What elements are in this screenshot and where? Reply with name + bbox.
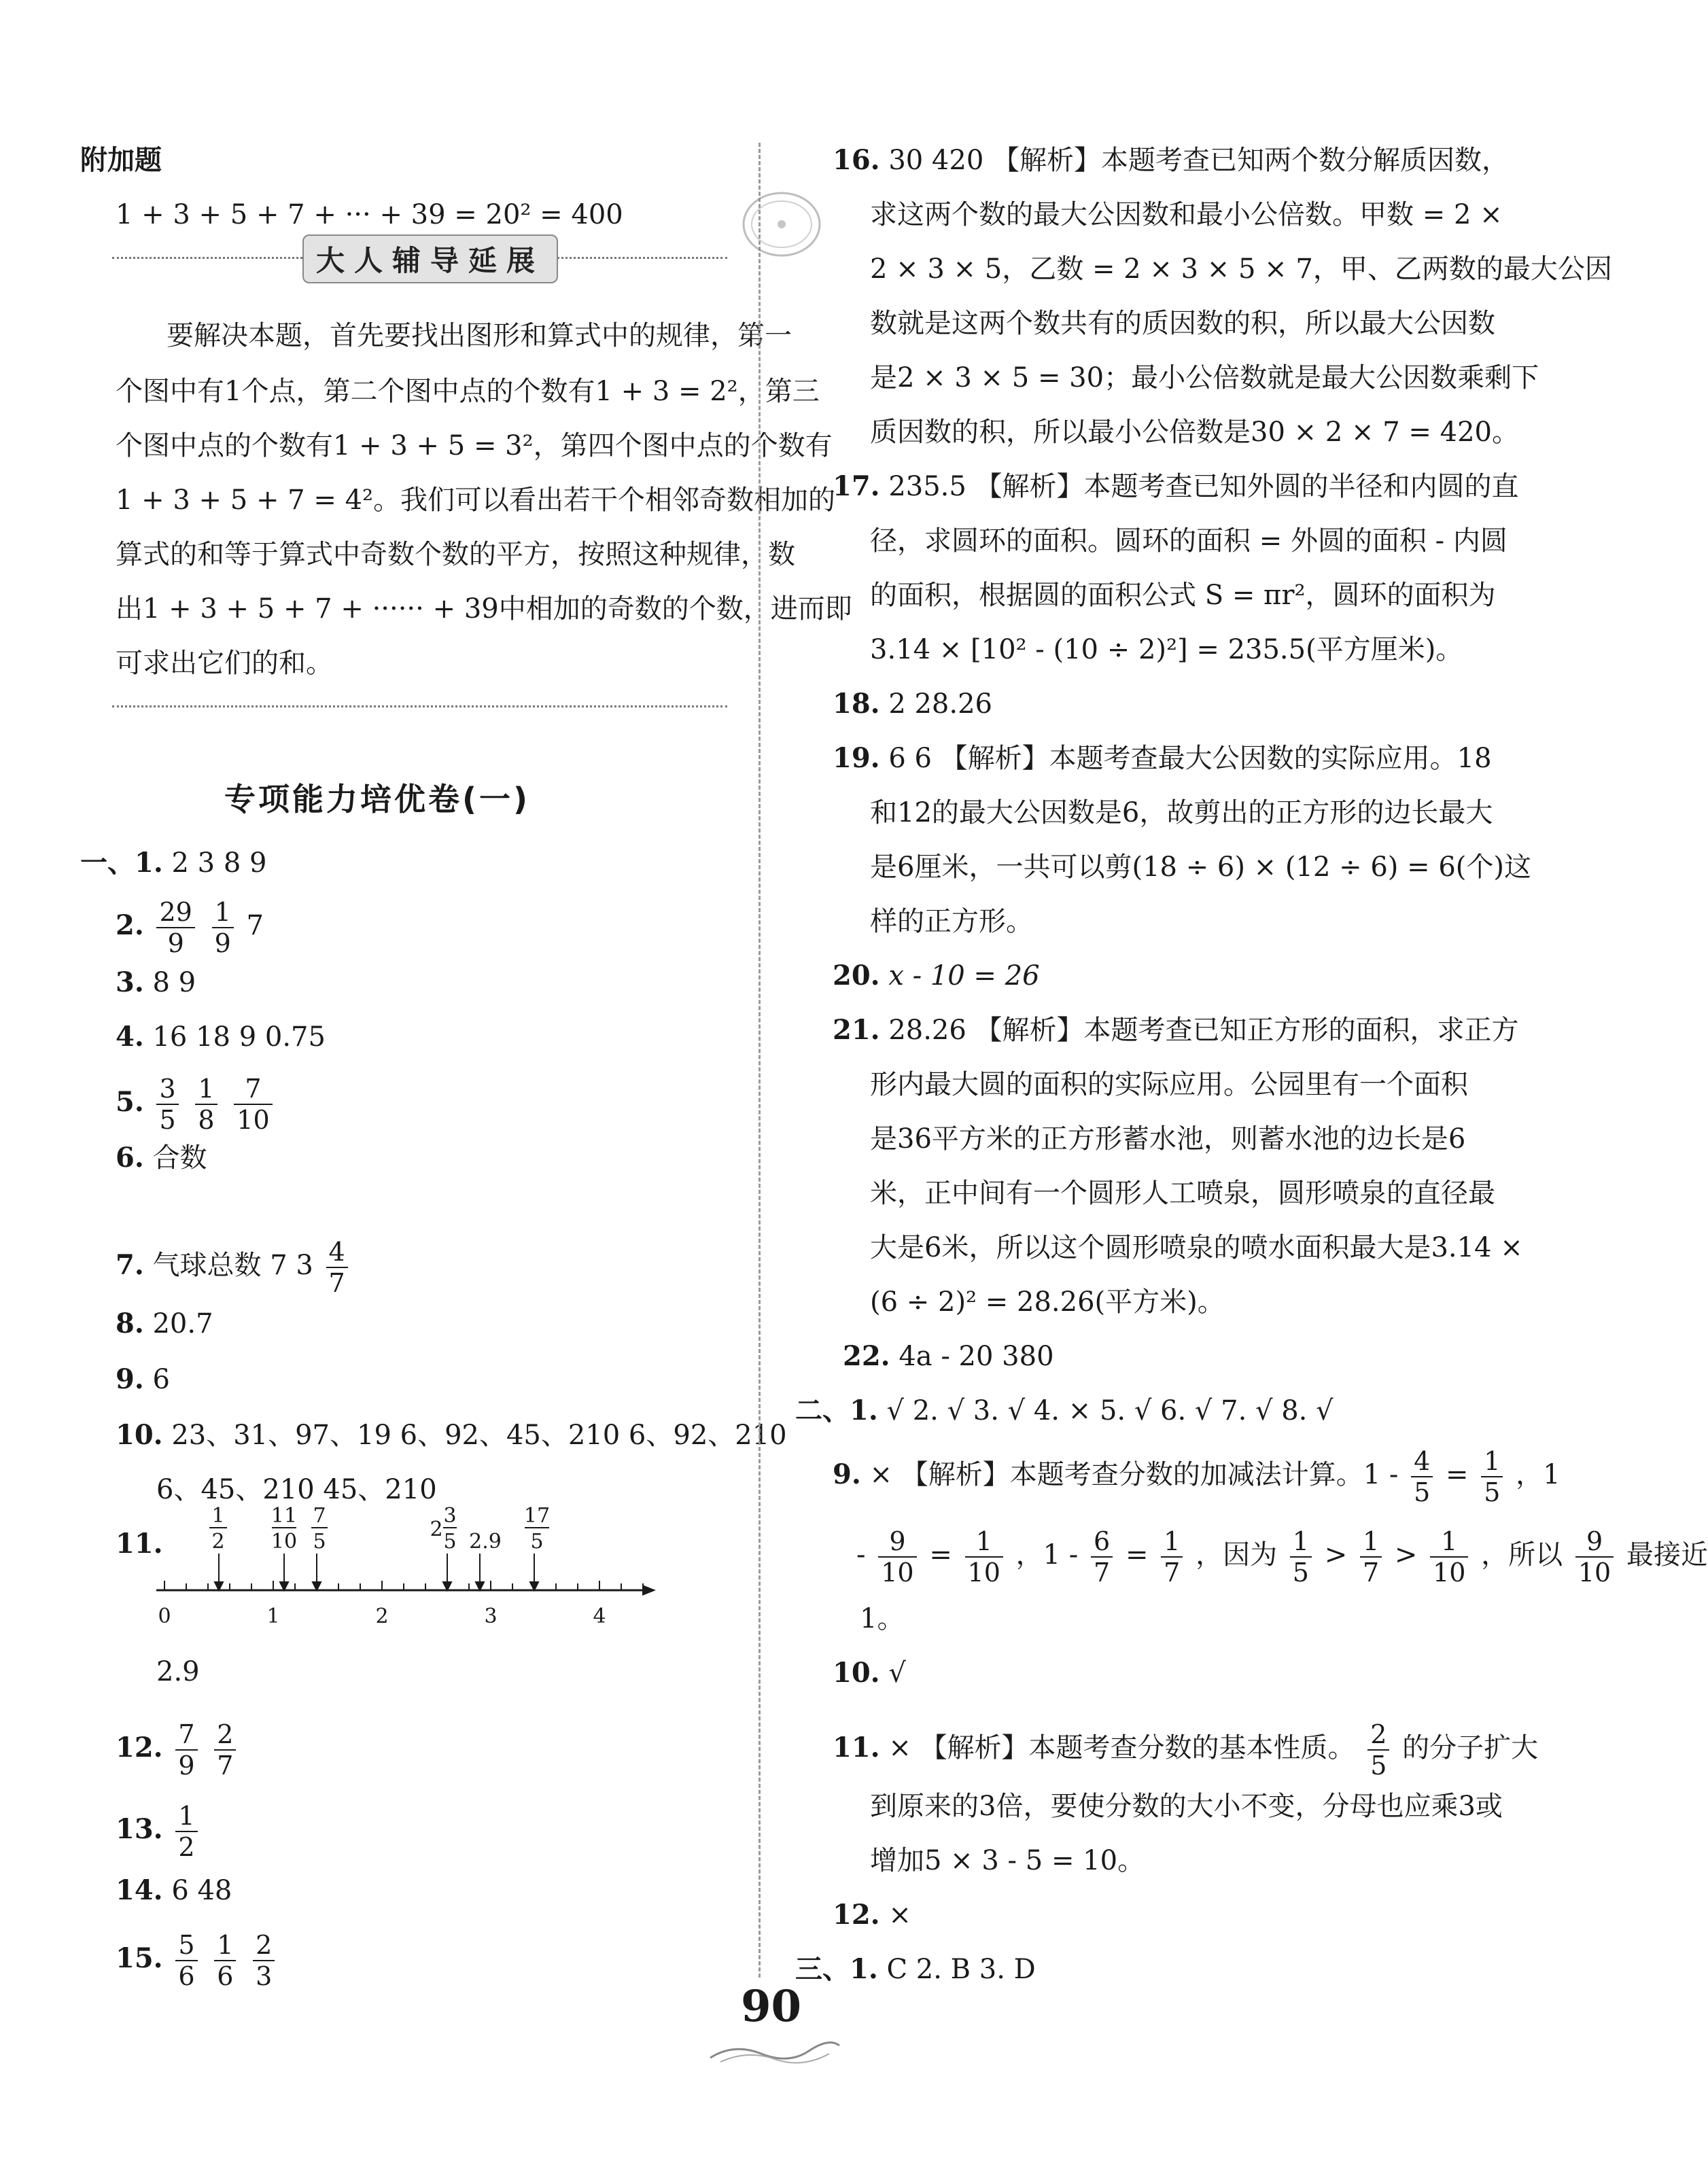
number-line-label-2-9 bbox=[469, 1530, 502, 1554]
page-wave-icon bbox=[707, 2039, 843, 2066]
column-divider bbox=[759, 143, 761, 1978]
section2-answer-10: 10. √ bbox=[833, 1657, 906, 1689]
answer-q6: 6. 合数 bbox=[116, 1142, 207, 1174]
svg-text:2.9: 2.9 bbox=[469, 1530, 502, 1554]
answer-q3: 3. 8 9 bbox=[116, 966, 196, 998]
svg-text:5: 5 bbox=[530, 1530, 544, 1554]
svg-text:2: 2 bbox=[211, 1530, 225, 1554]
answer-q12: 12. $\frac{7}{9}$ $\frac{2}{7}$ bbox=[116, 1719, 240, 1781]
answer-q11-label: 11. bbox=[116, 1528, 163, 1560]
logo-stamp-icon bbox=[734, 183, 829, 265]
number-line bbox=[150, 1495, 666, 1645]
axis-label-0: 0 bbox=[158, 1604, 171, 1628]
svg-text:17: 17 bbox=[523, 1504, 551, 1528]
answer-q13: 13. $\frac{1}{2}$ bbox=[116, 1801, 202, 1862]
answer-q2: 2. $\frac{29}{9}$ $\frac{1}{9}$ 7 bbox=[116, 897, 264, 958]
section-title: 专项能力培优卷(一) bbox=[224, 781, 531, 818]
explain-line: 可求出它们的和。 bbox=[116, 648, 333, 679]
explain-line: 要解决本题，首先要找出图形和算式中的规律，第一 bbox=[167, 320, 792, 351]
number-line-label-1-2 bbox=[209, 1504, 227, 1554]
number-line-label-17-5 bbox=[524, 1504, 550, 1554]
svg-text:11: 11 bbox=[271, 1504, 298, 1528]
explain-line: 1 + 3 + 5 + 7 = 4²。我们可以看出若干个相邻奇数相加的 bbox=[116, 485, 836, 516]
number-line-label-2-3-5 bbox=[430, 1504, 457, 1554]
answer-q4: 4. 16 18 9 0.75 bbox=[116, 1021, 326, 1053]
explain-line: 个图中有1个点，第二个图中点的个数有1 + 3 = 2²，第三 bbox=[116, 376, 820, 407]
answer-q18: 18. 2 28.26 bbox=[833, 688, 992, 720]
svg-text:5: 5 bbox=[443, 1530, 457, 1554]
number-line-label-7-5 bbox=[311, 1504, 328, 1554]
answer-q15: 15. $\frac{5}{6}$ $\frac{1}{6}$ $\frac{2}{3}$ bbox=[116, 1930, 279, 1991]
answer-q20: 20. x - 10 = 26 bbox=[833, 960, 1040, 992]
explain-line: 算式的和等于算式中奇数个数的平方，按照这种规律，数 bbox=[116, 539, 795, 570]
svg-text:10: 10 bbox=[271, 1530, 298, 1554]
axis-label-4: 4 bbox=[593, 1604, 606, 1628]
svg-text:1: 1 bbox=[211, 1504, 225, 1528]
answer-q10-cont: 6、45、210 45、210 bbox=[156, 1474, 437, 1505]
answer-q5: 5. $\frac{3}{5}$ $\frac{1}{8}$ $\frac{7}{10}$ bbox=[116, 1074, 277, 1135]
answer-q9: 9. 6 bbox=[116, 1363, 170, 1395]
section3-answers: 三、1. C 2. B 3. D bbox=[795, 1953, 1036, 1985]
answer-q7: 7. 气球总数 7 3 $\frac{4}{7}$ bbox=[116, 1237, 352, 1298]
section2-answer-12: 12. × bbox=[833, 1899, 911, 1931]
axis-label-1: 1 bbox=[266, 1604, 280, 1628]
answer-q11-value: 2.9 bbox=[156, 1656, 200, 1687]
svg-text:2: 2 bbox=[430, 1518, 443, 1541]
answer-q14: 14. 6 48 bbox=[116, 1874, 232, 1906]
svg-text:3: 3 bbox=[443, 1504, 457, 1528]
explain-line: 个图中点的个数有1 + 3 + 5 = 3²，第四个图中点的个数有 bbox=[116, 430, 833, 461]
axis-label-3: 3 bbox=[484, 1604, 498, 1628]
page-number: 90 bbox=[741, 1981, 802, 2032]
number-line-label-11-10 bbox=[271, 1504, 297, 1554]
section-divider bbox=[112, 705, 727, 707]
answer-q10: 10. 23、31、97、19 6、92、45、210 6、92、210 bbox=[116, 1419, 787, 1451]
svg-text:7: 7 bbox=[313, 1504, 326, 1528]
extra-question-title: 附加题 bbox=[80, 144, 162, 176]
explain-line: 出1 + 3 + 5 + 7 + ······ + 39中相加的奇数的个数，进而即 bbox=[116, 593, 852, 625]
answer-q1: 一、1. 2 3 8 9 bbox=[80, 847, 267, 879]
tutor-banner bbox=[112, 244, 727, 297]
extra-question-formula: 1 + 3 + 5 + 7 + ··· + 39 = 20² = 400 bbox=[116, 199, 623, 230]
axis-label-2: 2 bbox=[375, 1604, 389, 1628]
tutor-banner-title: 大人辅导延展 bbox=[302, 234, 558, 283]
svg-text:5: 5 bbox=[313, 1530, 326, 1554]
answer-q22: 22. 4a - 20 380 bbox=[843, 1340, 1054, 1372]
section2-answers-1-8: 二、1. √ 2. √ 3. √ 4. × 5. √ 6. √ 7. √ 8. √ bbox=[795, 1395, 1334, 1426]
answer-q8: 8. 20.7 bbox=[116, 1308, 213, 1339]
